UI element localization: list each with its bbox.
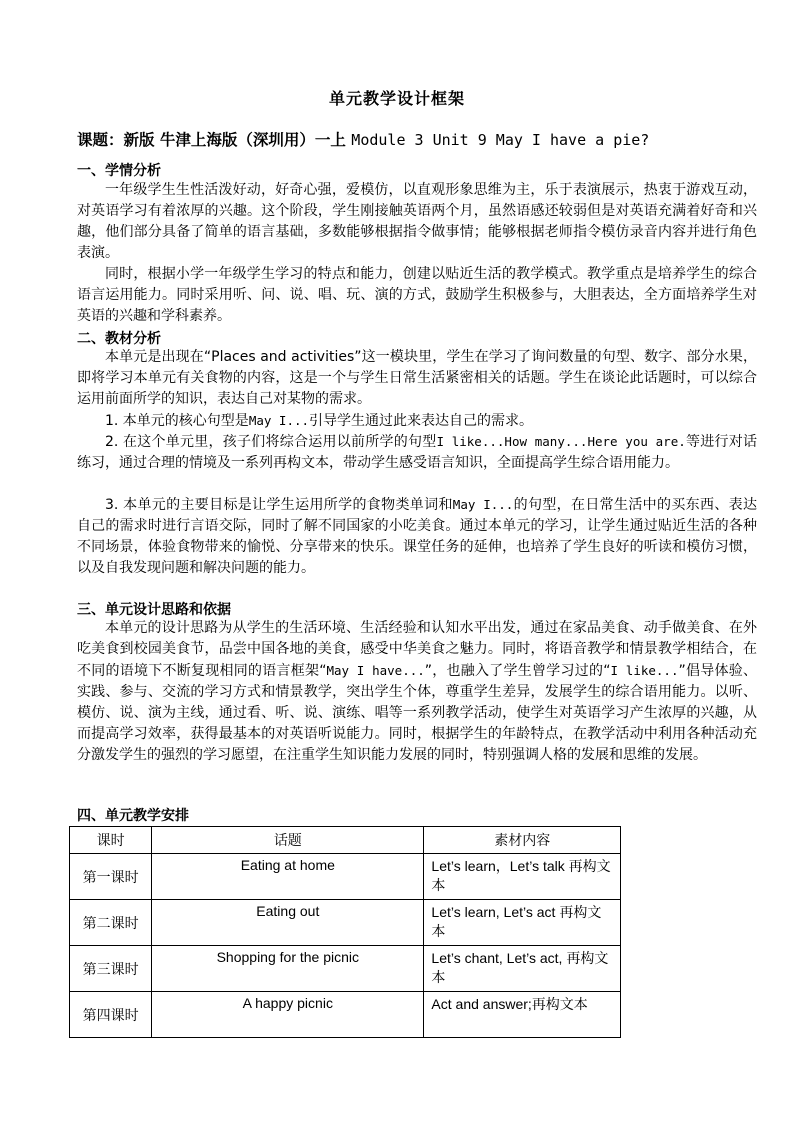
item-3-text-a: 3. 本单元的主要目标是让学生运用所学的食物类单词和 [105, 497, 453, 513]
section-2-item-2 [77, 431, 757, 474]
section-4-heading: 四、单元教学安排 [77, 808, 189, 824]
topic-cell: Eating out [152, 900, 424, 946]
item-2-text-b: 等进行对话练习，通过合理的情境及一系列再构文本，带动学生感受语言知识，全面提高学生综合语用能力。 [77, 434, 757, 471]
subject-label: 课题：新版 牛津上海版（深圳用）一上 [77, 131, 352, 149]
item-1-text-b: 引导学生通过此来表达自己的需求。 [309, 413, 534, 429]
item-1-text-a: 1. 本单元的核心句型是 [105, 413, 249, 429]
header-topic: 话题 [152, 827, 424, 854]
table-row [70, 946, 621, 992]
topic-cell: Eating at home [152, 854, 424, 900]
item-2-pattern: I like...How many...Here you are. [436, 434, 686, 449]
s3-pattern-may-i-have: May I have... [326, 663, 425, 678]
s3-pattern-i-like: I like... [610, 663, 679, 678]
table-row [70, 854, 621, 900]
item-1-pattern: May I... [248, 413, 310, 428]
s3-text-c: ”倡导体验、实践、参与、交流的学习方式和情景教学，突出学生个体，尊重学生差异，发展学生的综合语用能力。以听、模仿、说、演为主线，通过看、听、说、演练、唱等一系列教学活动，使学生对英语学习产生浓厚的兴趣，从而提高学习效率，获得最基本的对英语听说能力。同时，根据学生的年龄特点，在教学活动中利用各种活动充分激发学生的强烈的学习愿望，在注重学生知识能力发展的同时，特别强调人格的发展和思维的发展。 [77, 663, 757, 763]
header-material: 素材内容 [424, 827, 621, 854]
topic-cell: Shopping for the picnic [152, 946, 424, 992]
lesson-cell: 第二课时 [70, 900, 152, 946]
section-1-heading: 一、学情分析 [77, 163, 161, 179]
subject-english-title: Module 3 Unit 9 May I have a pie? [351, 131, 650, 149]
header-lesson: 课时 [70, 827, 152, 854]
lesson-subject [77, 128, 777, 150]
material-cell: Let’s chant, Let’s act, 再构文本 [424, 946, 621, 992]
lesson-plan-table [69, 826, 621, 1038]
section-2-item-3 [77, 494, 757, 579]
document-title: 单元教学设计框架 [328, 89, 465, 108]
section-1-paragraph-2: 同时，根据小学一年级学生学习的特点和能力，创建以贴近生活的教学模式。教学重点是培养学生的综合语言运用能力。同时采用听、问、说、唱、玩、演的方式，鼓励学生积极参与，大胆表达，全方面培养学生对英语的兴趣和学科素养。 [77, 266, 757, 324]
lesson-cell: 第三课时 [70, 946, 152, 992]
section-2-item-1 [77, 410, 757, 432]
table-row [70, 992, 621, 1038]
section-3-heading: 三、单元设计思路和依据 [77, 602, 231, 618]
section-1-paragraph-1: 一年级学生生性活泼好动，好奇心强，爱模仿，以直观形象思维为主，乐于表演展示，热衷于游戏互动，对英语学习有着浓厚的兴趣。这个阶段，学生刚接触英语两个月，虽然语感还较弱但是对英语充满着好奇和兴趣，他们部分具备了简单的语言基础，多数能够根据指令做事情；能够根据老师指令模仿录音内容并进行角色表演。 [77, 182, 757, 261]
material-cell: Let’s learn, Let’s act 再构文本 [424, 900, 621, 946]
section-3-paragraph-1 [77, 618, 757, 766]
topic-cell: A happy picnic [152, 992, 424, 1038]
item-2-text-a: 2. 在这个单元里，孩子们将综合运用以前所学的句型 [105, 434, 437, 450]
s3-text-b: ”，也融入了学生曾学习过的“ [424, 663, 611, 679]
table-header-row [70, 827, 621, 854]
item-3-text-b: 的句型，在日常生活中的买东西、表达自己的需求时进行言语交际，同时了解不同国家的小吃美食。通过本单元的学习，让学生通过贴近生活的各种不同场景，体验食物带来的愉悦、分享带来的快乐。课堂任务的延伸，也培养了学生良好的听读和模仿习惯，以及自我发现问题和解决问题的能力。 [77, 497, 757, 576]
section-2-heading: 二、教材分析 [77, 331, 161, 347]
material-cell: Act and answer;再构文本 [424, 992, 621, 1038]
lesson-cell: 第一课时 [70, 854, 152, 900]
section-2-paragraph-1: 本单元是出现在“Places and activities”这一模块里，学生在学习了询问数量的句型、数字、部分水果，即将学习本单元有关食物的内容，这是一个与学生日常生活紧密相关的话题。学生在谈论此话题时，可以综合运用前面所学的知识，表达自己对某物的需求。 [77, 349, 757, 407]
table-row [70, 900, 621, 946]
material-cell: Let’s learn，Let’s talk 再构文本 [424, 854, 621, 900]
s3-text-a: 本单元的设计思路为从学生的生活环境、生活经验和认知水平出发，通过在家品美食、动手做美食、在外吃美食到校园美食节，品尝中国各地的美食，感受中华美食之魅力。同时，将语音教学和情景教学相结合，在不同的语境下不断复现相同的语言框架“ [77, 620, 757, 679]
lesson-cell: 第四课时 [70, 992, 152, 1038]
item-3-pattern: May I... [452, 497, 514, 512]
